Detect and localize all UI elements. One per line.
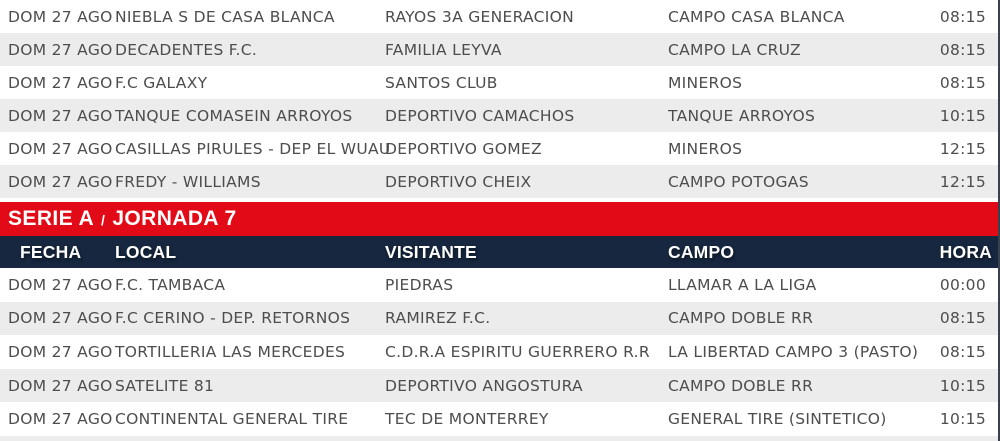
match-time: 08:15	[939, 342, 986, 361]
match-date: DOM 27 AGO	[8, 73, 113, 92]
match-row	[0, 132, 1000, 165]
match-time: 08:15	[939, 7, 986, 26]
away-team: RAYOS 3A GENERACION	[385, 7, 575, 26]
match-time: 12:15	[939, 139, 986, 158]
match-time: 10:15	[939, 106, 986, 125]
match-date: DOM 27 AGO	[8, 410, 113, 429]
match-row	[0, 99, 1000, 132]
match-time: 12:15	[939, 172, 986, 191]
home-team: CASILLAS PIRULES - DEP EL WUAU	[115, 139, 391, 158]
home-team: NIEBLA S DE CASA BLANCA	[115, 7, 335, 26]
match-time: 00:00	[939, 275, 986, 294]
away-team: PIEDRAS	[385, 275, 454, 294]
jornada-7-rows	[0, 268, 1000, 436]
match-row	[0, 66, 1000, 99]
home-team: TORTILLERIA LAS MERCEDES	[115, 342, 346, 361]
field-name: LA LIBERTAD CAMPO 3 (PASTO)	[668, 342, 919, 361]
match-row	[0, 165, 1000, 198]
home-team: FREDY - WILLIAMS	[115, 172, 261, 191]
field-name: MINEROS	[668, 139, 743, 158]
away-team: TEC DE MONTERREY	[385, 410, 549, 429]
match-date: DOM 27 AGO	[8, 342, 113, 361]
previous-jornada-rows	[0, 0, 1000, 198]
home-team: SATELITE 81	[115, 376, 215, 395]
away-team: RAMIREZ F.C.	[385, 309, 491, 328]
away-team: DEPORTIVO CAMACHOS	[385, 106, 575, 125]
match-date: DOM 27 AGO	[8, 275, 113, 294]
match-date: DOM 27 AGO	[8, 106, 113, 125]
match-row	[0, 268, 1000, 302]
match-row	[0, 402, 1000, 436]
banner-separator: /	[101, 212, 106, 228]
match-date: DOM 27 AGO	[8, 172, 113, 191]
field-name: CAMPO DOBLE RR	[668, 309, 814, 328]
match-time: 10:15	[939, 376, 986, 395]
field-name: MINEROS	[668, 73, 743, 92]
header-local: LOCAL	[115, 241, 177, 262]
serie-label: SERIE A	[8, 207, 95, 230]
match-date: DOM 27 AGO	[8, 376, 113, 395]
header-campo: CAMPO	[668, 241, 735, 262]
next-row-peek	[0, 436, 1000, 441]
match-time: 08:15	[939, 309, 986, 328]
match-date: DOM 27 AGO	[8, 309, 113, 328]
table-header-row	[0, 236, 1000, 268]
field-name: LLAMAR A LA LIGA	[668, 275, 817, 294]
away-team: C.D.R.A ESPIRITU GUERRERO R.R	[385, 342, 650, 361]
match-row	[0, 0, 1000, 33]
serie-jornada-banner	[0, 202, 1000, 236]
header-fecha: FECHA	[20, 241, 82, 262]
match-date: DOM 27 AGO	[8, 7, 113, 26]
match-row	[0, 33, 1000, 66]
home-team: TANQUE COMASEIN ARROYOS	[115, 106, 353, 125]
home-team: F.C GALAXY	[115, 73, 208, 92]
field-name: CAMPO LA CRUZ	[668, 40, 801, 59]
home-team: F.C CERINO - DEP. RETORNOS	[115, 309, 351, 328]
header-hora: HORA	[939, 241, 992, 262]
jornada-label: JORNADA 7	[112, 207, 237, 230]
away-team: DEPORTIVO CHEIX	[385, 172, 532, 191]
home-team: F.C. TAMBACA	[115, 275, 226, 294]
field-name: CAMPO DOBLE RR	[668, 376, 814, 395]
match-date: DOM 27 AGO	[8, 139, 113, 158]
home-team: CONTINENTAL GENERAL TIRE	[115, 410, 349, 429]
field-name: GENERAL TIRE (SINTETICO)	[668, 410, 887, 429]
field-name: CAMPO POTOGAS	[668, 172, 809, 191]
away-team: DEPORTIVO GOMEZ	[385, 139, 542, 158]
match-row	[0, 335, 1000, 369]
away-team: SANTOS CLUB	[385, 73, 498, 92]
away-team: FAMILIA LEYVA	[385, 40, 502, 59]
home-team: DECADENTES F.C.	[115, 40, 258, 59]
field-name: TANQUE ARROYOS	[668, 106, 816, 125]
match-time: 08:15	[939, 73, 986, 92]
field-name: CAMPO CASA BLANCA	[668, 7, 845, 26]
match-time: 08:15	[939, 40, 986, 59]
match-row	[0, 369, 1000, 403]
match-date: DOM 27 AGO	[8, 40, 113, 59]
header-visitante: VISITANTE	[385, 241, 477, 262]
match-time: 10:15	[939, 410, 986, 429]
match-row	[0, 302, 1000, 336]
away-team: DEPORTIVO ANGOSTURA	[385, 376, 583, 395]
